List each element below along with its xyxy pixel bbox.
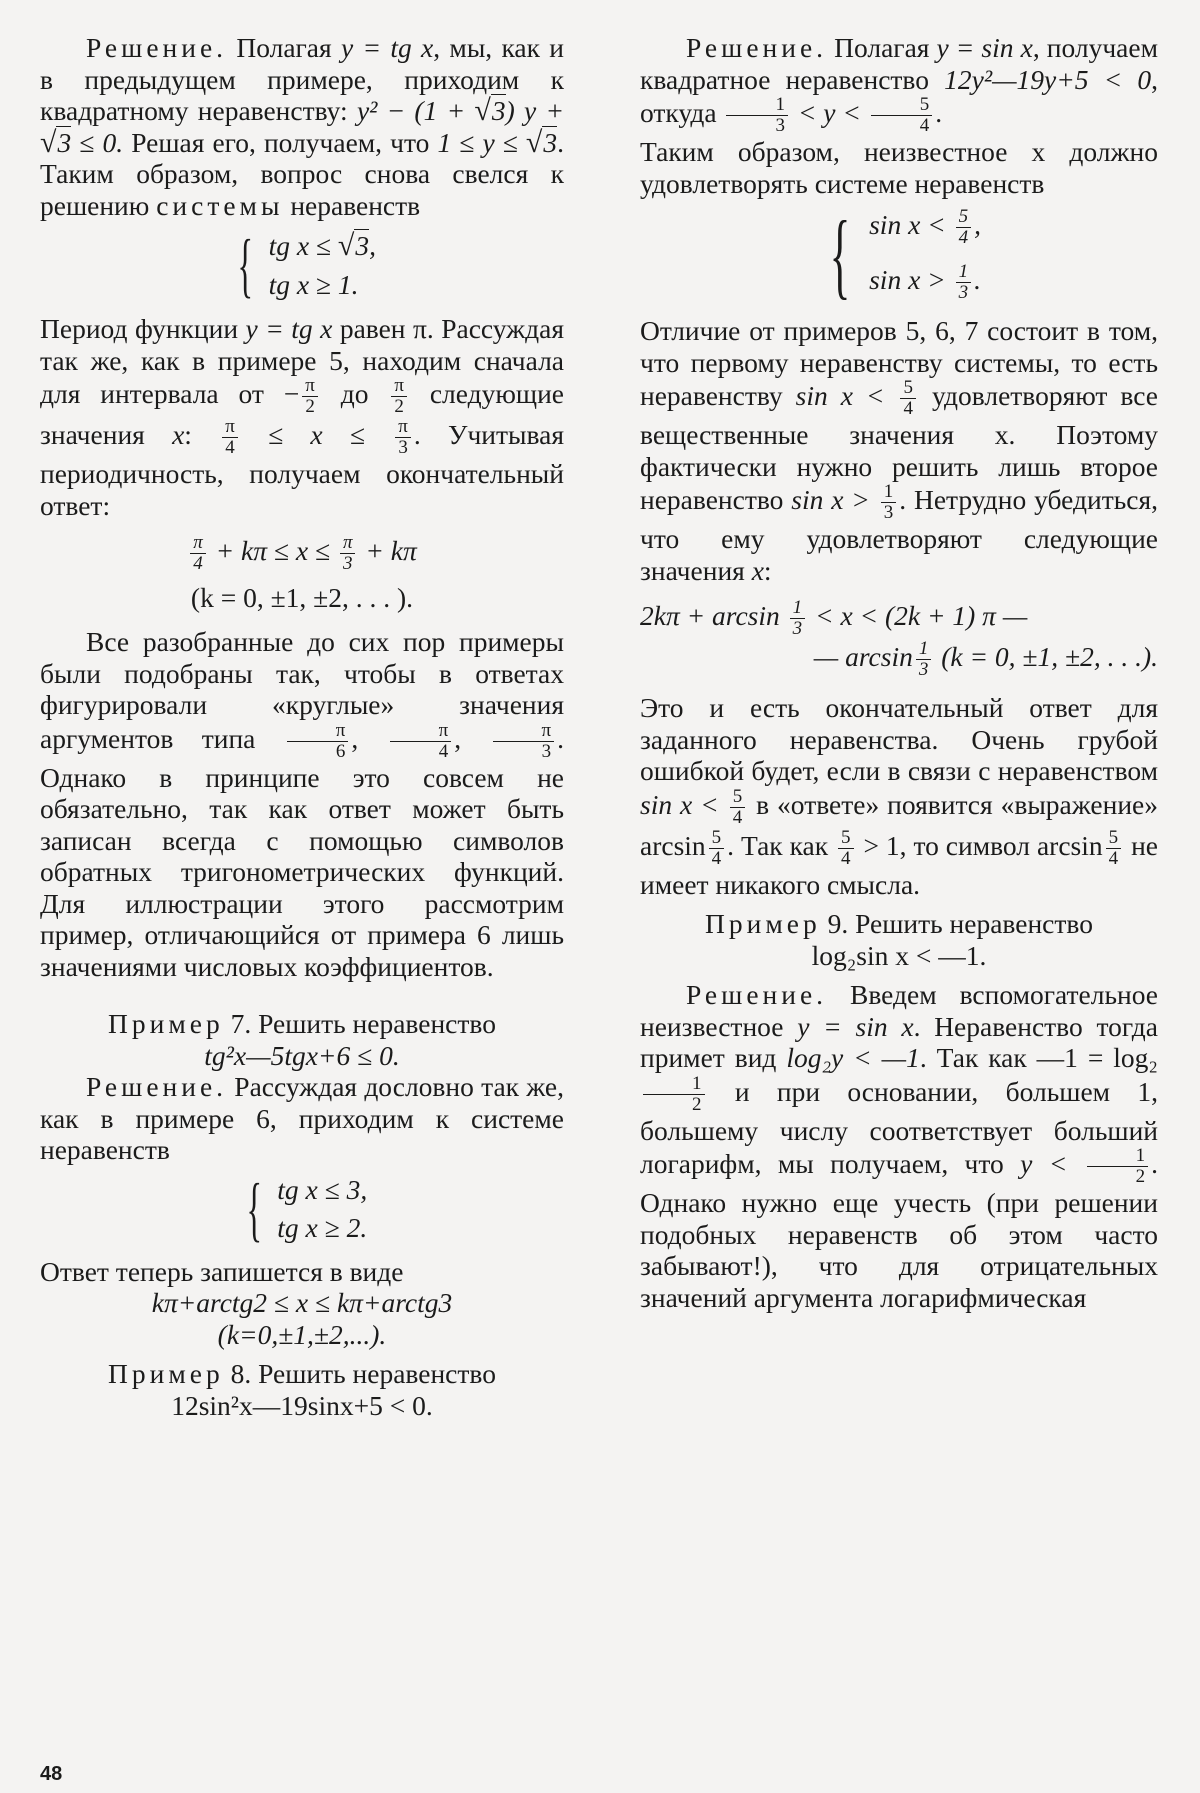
radicand: 3 (355, 230, 370, 261)
denominator: 3 (541, 740, 552, 762)
fraction (790, 598, 806, 639)
numerator: 1 (726, 95, 788, 116)
example-7-formula: tg²x—5tgx+6 ≤ 0. (204, 1039, 400, 1071)
text: Рассуждая дословно так же, как в примере 6, приходим к системе неравенств (40, 1071, 564, 1165)
paragraph-solution-7 (40, 1071, 564, 1166)
text: . Неравенство тогда примет вид (640, 1010, 1159, 1073)
formula: y = tg x (245, 313, 333, 344)
formula-part: , (369, 230, 376, 261)
formula-part: — arcsin (813, 640, 913, 672)
denominator: 3 (342, 553, 353, 574)
formula-part: sin x < (869, 208, 953, 240)
spacer (40, 982, 564, 1008)
text: в «ответе» появится «выражение» (748, 788, 1158, 820)
example-9-formula: log₂sin x < —1. (811, 939, 987, 971)
text: Решая его, получаем, что (131, 126, 438, 158)
sqrt-sign: √ (40, 125, 57, 159)
text: : (184, 418, 192, 450)
fraction (395, 417, 411, 458)
text: удовлетворяют все вещественные значения x. Поэтому фактически нужно решить лишь второе неравенство (640, 379, 1159, 515)
text: то символ (906, 829, 1037, 861)
sqrt-sign: √ (525, 125, 543, 159)
formula-part: . (974, 263, 981, 295)
formula-part: (k = 0, ±1, ±2, . . .). (934, 640, 1158, 672)
fraction (730, 787, 746, 828)
fraction (1106, 828, 1122, 869)
numerator: π (390, 721, 452, 742)
paragraph-system-intro: Таким образом, неизвестное x должно удовлетворять системе неравенств (640, 136, 1158, 199)
example-lead: Пример (108, 1008, 224, 1039)
example-lead: Пример (705, 908, 821, 939)
denominator: 3 (792, 618, 803, 639)
fraction (391, 376, 407, 417)
example-8-formula: 12sin²x—19sinx+5 < 0. (171, 1389, 433, 1421)
example-8-heading (40, 1358, 564, 1390)
text: , (454, 722, 490, 754)
formula-part: + kπ (358, 534, 417, 566)
text: . Нетрудно убедиться, что ему удовлетворяют следующие значения (640, 483, 1158, 586)
text: , откуда (640, 63, 1158, 128)
radicand: 3 (543, 126, 558, 158)
spacer (40, 574, 564, 582)
fraction (302, 376, 318, 417)
formula (869, 207, 981, 248)
formula-line (40, 533, 564, 574)
formula-part: > 1, (856, 829, 907, 861)
brace: { (246, 1168, 262, 1249)
numerator: 1 (956, 262, 972, 283)
text-spaced: системы (156, 189, 284, 221)
formula-part: y² − (1 + (356, 95, 475, 126)
fraction (190, 533, 206, 574)
text: Полагая (227, 32, 341, 63)
text: Однако нужно еще учесть (при решении подобных неравенств об этом часто забывают!), что для отрицательных значений аргумента логарифмическая (640, 1187, 1158, 1313)
denominator: 3 (775, 115, 785, 136)
numerator: 1 (881, 482, 897, 503)
formula-part: ≤ 0. (71, 126, 124, 158)
text: не имеет никакого смысла. (640, 829, 1159, 900)
text: до (320, 377, 389, 409)
solution-lead: Решение. (86, 1071, 228, 1102)
fraction (287, 721, 349, 762)
formula-line: (k = 0, ±1, ±2, . . . ). (190, 582, 414, 613)
text: Полагая (827, 32, 937, 63)
formula-part: arcsin (640, 829, 706, 861)
example-lead: Пример (108, 1358, 224, 1389)
paragraph-gross-error (640, 692, 1158, 900)
text: следующие значения (40, 377, 564, 450)
numerator: 5 (730, 787, 746, 808)
solution-lead: Решение. (686, 979, 828, 1010)
denominator: 4 (193, 553, 203, 574)
text: , (351, 722, 387, 754)
numerator: π (395, 417, 411, 438)
variable: x (751, 554, 764, 586)
answer-formula-1 (40, 533, 564, 614)
denominator: 4 (711, 847, 722, 869)
formula: sin x < (795, 379, 898, 411)
text: Это и есть окончательный ответ для заданного неравенства. Очень грубой ошибкой будет, если в связи с неравенством (640, 692, 1158, 786)
denominator: 6 (335, 740, 346, 762)
spacer (40, 1350, 564, 1358)
fraction (643, 1074, 705, 1115)
text: 9. Решить неравенство (820, 908, 1093, 939)
formula-part: arcsin (1036, 829, 1103, 861)
denominator: 3 (883, 502, 894, 523)
formula-part: sin x > (869, 263, 953, 295)
text: Период функции (40, 313, 246, 344)
numerator: 5 (871, 95, 933, 116)
answer-formula-2: kπ+arctg2 ≤ x ≤ kπ+arctg3 (151, 1287, 453, 1318)
formula-part: 2kπ + arcsin (640, 599, 787, 631)
solution-lead: Решение. (686, 32, 828, 63)
formula-part: < x < (2k + 1) π — (808, 599, 1028, 631)
formula-part: ) y + (505, 95, 565, 126)
formula: sin x < (640, 788, 727, 820)
text: Однако в принципе это совсем не обязательно, так как ответ может быть записан всегда с помощью символов обратных тригонометрических функций. Для иллюстрации этого рассмотрим пример, отличающийся от примера 6 лишь значениями числовых коэффициентов. (40, 761, 564, 982)
paragraph-round-values (40, 626, 564, 982)
numerator: π (340, 533, 356, 554)
text: Введем вспомогательное неизвестное (640, 979, 1158, 1042)
numerator: 5 (900, 378, 916, 399)
fraction (709, 828, 725, 869)
variable: x (172, 418, 185, 450)
formula (269, 229, 376, 263)
denominator: 4 (225, 437, 235, 458)
denominator: 2 (1135, 1166, 1146, 1187)
denominator: 3 (958, 282, 969, 303)
numerator: π (190, 533, 206, 554)
paragraph-period (40, 313, 564, 521)
example-7-heading (40, 1008, 564, 1040)
formula: —1 = log₂ (1036, 1042, 1158, 1073)
formula (869, 262, 981, 303)
formula: log₂y < —1 (786, 1042, 920, 1073)
left-column (40, 32, 564, 1421)
numerator: 5 (838, 828, 854, 849)
formula: sin x > (791, 483, 878, 515)
system-of-inequalities-2 (40, 1168, 564, 1249)
denominator: 4 (841, 847, 851, 869)
denominator: 2 (692, 1093, 702, 1115)
text: Отличие от примеров 5, 6, 7 состоит в том, что первому неравенству системы, то есть неравенству (640, 315, 1158, 411)
fraction (726, 95, 788, 136)
numerator: 1 (1087, 1146, 1149, 1167)
formula: y = sin x (797, 1010, 914, 1042)
fraction (916, 639, 932, 680)
radicand: 3 (57, 126, 72, 158)
formula: y = sin x (936, 32, 1033, 63)
formula-part: tg x ≤ (268, 230, 338, 261)
formula-part: 1 ≤ y ≤ (437, 126, 526, 158)
formula: tg x ≥ 2. (277, 1211, 368, 1243)
denominator: 3 (398, 437, 408, 458)
numerator: π (391, 376, 407, 397)
numerator: π (493, 721, 555, 742)
text: , получаем квадратное неравенство (640, 32, 1158, 95)
text: 8. Решить неравенство (223, 1358, 496, 1389)
fraction (222, 417, 238, 458)
formula (437, 127, 557, 158)
formula-part: , (974, 208, 981, 240)
sqrt-sign: √ (474, 94, 491, 127)
text: Все разобранные до сих пор примеры были подобраны так, чтобы в ответах фигурировали «круглые» значения аргументов типа (40, 626, 564, 754)
text: . Учитывая периодичность, получаем окончательный ответ: (40, 418, 564, 521)
fraction (900, 378, 916, 419)
text: : (763, 554, 772, 586)
formula: < y < (790, 96, 868, 128)
denominator: 2 (305, 396, 315, 417)
numerator: 1 (643, 1074, 705, 1095)
denominator: 4 (903, 398, 913, 419)
denominator: 4 (958, 227, 969, 248)
text: 7. Решить неравенство (223, 1008, 496, 1039)
formula-line (640, 639, 1158, 680)
denominator: 4 (1108, 847, 1119, 869)
solution-lead: Решение. (86, 32, 228, 63)
numerator: 1 (790, 598, 806, 619)
spacer (640, 900, 1158, 908)
system-of-inequalities-3 (640, 201, 1158, 308)
sqrt-sign: √ (337, 229, 355, 262)
text: неравенств (283, 189, 421, 221)
numerator: 5 (1106, 828, 1122, 849)
text: . (935, 96, 943, 128)
numerator: 5 (956, 207, 972, 228)
formula: y < (1020, 1147, 1084, 1179)
fraction (956, 207, 972, 248)
fraction (340, 533, 356, 574)
fraction (838, 828, 854, 869)
text: . Таким образом, вопрос снова свелся к решению (40, 126, 565, 221)
answer-formula-3 (640, 598, 1158, 680)
brace: { (237, 225, 254, 305)
text: . Так как (919, 1042, 1037, 1073)
minus-sign: − (283, 377, 300, 409)
text: . (1151, 1147, 1159, 1179)
spacer (640, 971, 1158, 979)
text: , мы, как и в предыдущем примере, приходим к квадратному неравенству: (40, 32, 565, 126)
example-9-heading (640, 908, 1158, 940)
answer-formula-2-k: (k=0,±1,±2,...). (217, 1318, 387, 1350)
denominator: 4 (732, 806, 743, 828)
radicand: 3 (491, 95, 506, 126)
formula: tg x ≥ 1. (268, 269, 359, 300)
right-column (640, 32, 1158, 1313)
fraction (956, 262, 972, 303)
text: . (557, 722, 565, 754)
fraction (390, 721, 452, 762)
paragraph-solution-9 (640, 979, 1158, 1313)
formula-part: + kπ ≤ x ≤ (208, 534, 337, 566)
numerator: π (302, 376, 318, 397)
formula: y = tg x (340, 32, 434, 63)
fraction (493, 721, 555, 762)
paragraph-solution-8 (640, 32, 1158, 136)
fraction (881, 482, 897, 523)
numerator: 1 (916, 639, 932, 660)
numerator: π (287, 721, 349, 742)
denominator: 4 (919, 115, 930, 136)
answer-intro: Ответ теперь запишется в виде (40, 1255, 404, 1287)
denominator: 4 (438, 740, 449, 762)
fraction (871, 95, 933, 136)
denominator: 3 (918, 659, 929, 680)
numerator: 5 (709, 828, 725, 849)
denominator: 2 (394, 396, 404, 417)
numerator: π (222, 417, 238, 438)
text: . Так как (727, 829, 836, 861)
formula-line (640, 598, 1158, 639)
formula: tg x ≤ 3, (277, 1173, 368, 1205)
text: равен π. Рассуждая так же, как в примере 5, находим сначала для интервала от (40, 313, 565, 409)
formula: ≤ x ≤ (240, 418, 393, 450)
page-number: 48 (40, 1763, 63, 1785)
formula: 12y²—19y+5 < 0 (944, 63, 1152, 95)
paragraph-solution-6 (40, 32, 564, 221)
system-of-inequalities-1 (40, 225, 564, 305)
fraction (1087, 1146, 1149, 1187)
text: и при основании, большем 1, большему числу соответствует больший логарифм, мы получаем, что (640, 1075, 1158, 1179)
paragraph-difference (640, 315, 1158, 586)
brace: { (829, 201, 851, 308)
